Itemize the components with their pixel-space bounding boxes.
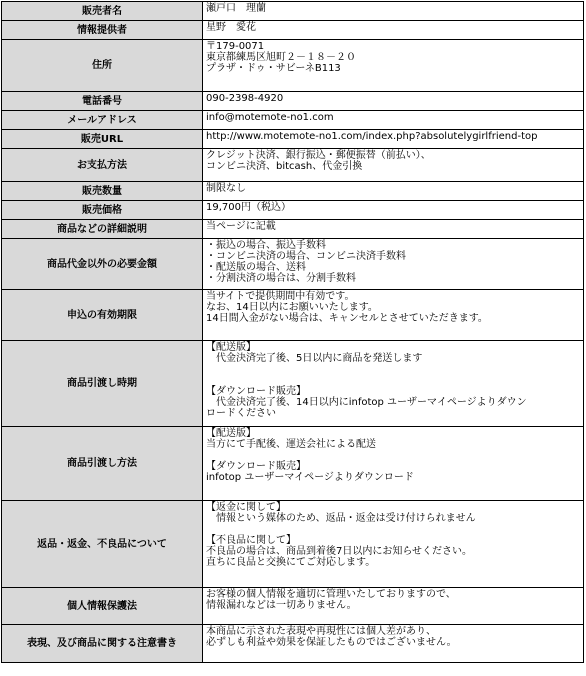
order-validity-value <box>203 290 584 341</box>
delivery-method-line: 当方にて手配後、運送会社による配送 <box>206 439 376 450</box>
returns-refunds-line: 直ちに良品と交換にてご対応します。 <box>206 557 376 568</box>
delivery-timing-line <box>206 375 580 386</box>
additional-fees-label: 商品代金以外の必要金額 <box>2 239 203 290</box>
info-provider-line: 星野 愛花 <box>206 22 256 33</box>
delivery-method-line: infotop ユーザーマイページよりダウンロード <box>206 472 414 483</box>
disclaimer-value <box>203 625 584 663</box>
returns-refunds-line <box>206 524 580 535</box>
table-row-disclaimer <box>2 625 584 663</box>
payment-methods-label: お支払方法 <box>2 149 203 182</box>
additional-fees-line: ・分割決済の場合は、分割手数料 <box>206 273 356 284</box>
table-row-sales-quantity <box>2 182 584 201</box>
table-row-info-provider <box>2 21 584 40</box>
disclaimer-line: 本商品に示された表現や再現性には個人差があり、 <box>206 626 436 637</box>
product-details-line: 当ページに記載 <box>206 221 276 232</box>
sales-url-label: 販売URL <box>2 130 203 149</box>
table-row-product-details <box>2 220 584 239</box>
delivery-method-label: 商品引渡し方法 <box>2 427 203 501</box>
additional-fees-line: ・振込の場合、振込手数料 <box>206 240 326 251</box>
disclaimer-label: 表現、及び商品に関する注意書き <box>2 625 203 663</box>
table-row-returns-refunds <box>2 501 584 588</box>
delivery-method-line <box>206 450 580 461</box>
product-details-value <box>203 220 584 239</box>
delivery-timing-value <box>203 341 584 427</box>
seller-name-value <box>203 2 584 21</box>
phone-number-line: 090-2398-4920 <box>206 93 284 104</box>
table-row-payment-methods <box>2 149 584 182</box>
table-row-phone-number <box>2 92 584 111</box>
returns-refunds-line: 【不良品に関して】 <box>206 535 296 546</box>
delivery-timing-line: 【配送版】 <box>206 342 256 353</box>
returns-refunds-line: 不良品の場合は、商品到着後7日以内にお知らせください。 <box>206 546 473 557</box>
delivery-method-line: 【ダウンロード販売】 <box>206 461 306 472</box>
table-row-delivery-method <box>2 427 584 501</box>
returns-refunds-line: 【返金に関して】 <box>206 502 286 513</box>
seller-name-label: 販売者名 <box>2 2 203 21</box>
returns-refunds-value <box>203 501 584 588</box>
returns-refunds-label: 返品・返金、不良品について <box>2 501 203 588</box>
table-row-seller-name <box>2 2 584 21</box>
product-details-label: 商品などの詳細説明 <box>2 220 203 239</box>
address-line: 〒179-0071 <box>206 41 265 52</box>
info-provider-label: 情報提供者 <box>2 21 203 40</box>
additional-fees-value <box>203 239 584 290</box>
sales-price-label: 販売価格 <box>2 201 203 220</box>
delivery-timing-label: 商品引渡し時期 <box>2 341 203 427</box>
disclaimer-line: 必ずしも利益や効果を保証したものではございません。 <box>206 637 457 648</box>
privacy-policy-line: 情報漏れなどは一切ありません。 <box>206 600 357 611</box>
table-row-delivery-timing <box>2 341 584 427</box>
email-address-label: メールアドレス <box>2 111 203 130</box>
sales-quantity-label: 販売数量 <box>2 182 203 201</box>
delivery-method-line: 【配送版】 <box>206 428 256 439</box>
order-validity-label: 申込の有効期限 <box>2 290 203 341</box>
address-line: プラザ・ドゥ・サビーネB113 <box>206 63 341 74</box>
email-address-value <box>203 111 584 130</box>
table-row-additional-fees <box>2 239 584 290</box>
payment-methods-line: コンビニ決済、bitcash、代金引換 <box>206 161 363 172</box>
seller-info-table <box>1 1 584 663</box>
sales-url-value <box>203 130 584 149</box>
address-line: 東京都練馬区旭町２－１８－２０ <box>206 52 356 63</box>
returns-refunds-line: 情報という媒体のため、返品・返金は受け付けられません <box>206 513 476 524</box>
privacy-policy-value <box>203 588 584 625</box>
payment-methods-line: クレジット決済、銀行振込・郵便振替（前払い）、 <box>206 150 431 161</box>
table-row-privacy-policy <box>2 588 584 625</box>
table-row-sales-url <box>2 130 584 149</box>
phone-number-value <box>203 92 584 111</box>
payment-methods-value <box>203 149 584 182</box>
delivery-timing-line: 【ダウンロード販売】 <box>206 386 306 397</box>
order-validity-line: なお、14日以内にお願いいたします。 <box>206 302 378 313</box>
additional-fees-line: ・配送版の場合、送料 <box>206 262 306 273</box>
privacy-policy-line: お客様の個人情報を適切に管理いたしておりますので、 <box>206 589 456 600</box>
address-label: 住所 <box>2 40 203 92</box>
additional-fees-line: ・コンビニ決済の場合、コンビニ決済手数料 <box>206 251 406 262</box>
sales-price-value <box>203 201 584 220</box>
order-validity-line: 14日間入金がない場合は、キャンセルとさせていただきます。 <box>206 313 488 324</box>
sales-url-line: http://www.motemote-no1.com/index.php?absolutelygirlfriend-top <box>206 131 538 142</box>
delivery-timing-line <box>206 364 580 375</box>
info-provider-value <box>203 21 584 40</box>
order-validity-line: 当サイトで提供期間中有効です。 <box>206 291 355 302</box>
privacy-policy-label: 個人情報保護法 <box>2 588 203 625</box>
table-row-order-validity <box>2 290 584 341</box>
delivery-timing-line: 代金決済完了後、14日以内にinfotop ユーザーマイページよりダウン <box>206 397 527 408</box>
table-row-email-address <box>2 111 584 130</box>
table-body <box>2 2 584 663</box>
email-address-line: info@motemote-no1.com <box>206 112 334 123</box>
delivery-timing-line: ロードください <box>206 408 276 419</box>
table-row-sales-price <box>2 201 584 220</box>
phone-number-label: 電話番号 <box>2 92 203 111</box>
delivery-method-value <box>203 427 584 501</box>
delivery-timing-line: 代金決済完了後、5日以内に商品を発送します <box>206 353 423 364</box>
sales-quantity-line: 制限なし <box>206 183 246 194</box>
sales-price-line: 19,700円（税込） <box>206 202 291 213</box>
sales-quantity-value <box>203 182 584 201</box>
table-row-address <box>2 40 584 92</box>
seller-name-line: 瀬戸口 理蘭 <box>206 3 266 14</box>
address-value <box>203 40 584 92</box>
